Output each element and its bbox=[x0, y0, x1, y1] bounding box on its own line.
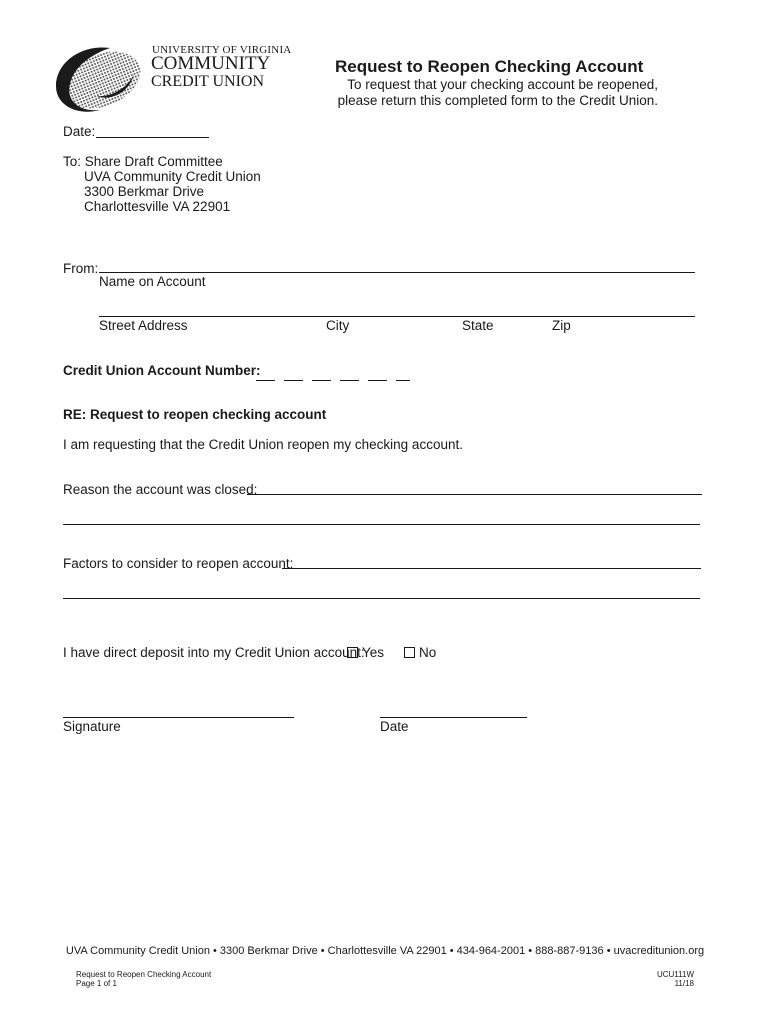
account-digit-blank[interactable] bbox=[284, 370, 303, 381]
signature-field[interactable] bbox=[63, 717, 294, 718]
from-label: From: bbox=[63, 261, 99, 276]
footer-form-code: UCU111W bbox=[656, 970, 694, 979]
logo-credit-union-text: CREDIT UNION bbox=[151, 73, 265, 90]
account-digit-blank[interactable] bbox=[256, 370, 275, 381]
factors-field-line-2[interactable] bbox=[63, 598, 700, 599]
account-digit-blank[interactable] bbox=[312, 370, 331, 381]
account-digit-blank[interactable] bbox=[396, 370, 410, 381]
footer-page-number: Page 1 of 1 bbox=[76, 979, 117, 988]
city-label: City bbox=[326, 318, 350, 333]
subtitle-line-2: please return this completed form to the Credit Union. bbox=[337, 93, 658, 108]
logo-swoosh-icon bbox=[52, 40, 148, 120]
account-digit-blank[interactable] bbox=[368, 370, 387, 381]
name-on-account-field[interactable] bbox=[99, 272, 695, 273]
re-line: RE: Request to reopen checking account bbox=[63, 407, 327, 422]
account-digit-blank[interactable] bbox=[340, 370, 359, 381]
account-number-field[interactable] bbox=[256, 366, 419, 384]
signature-date-label: Date bbox=[380, 719, 409, 734]
to-line-2: UVA Community Credit Union bbox=[84, 169, 261, 184]
reason-field-line-2[interactable] bbox=[63, 524, 700, 525]
state-label: State bbox=[462, 318, 494, 333]
logo-university-text: UNIVERSITY OF VIRGINIA bbox=[152, 44, 292, 56]
date-field[interactable] bbox=[96, 137, 209, 138]
account-number-label: Credit Union Account Number: bbox=[63, 363, 261, 378]
zip-label: Zip bbox=[552, 318, 571, 333]
factors-field-line-1[interactable] bbox=[282, 568, 701, 569]
signature-date-field[interactable] bbox=[380, 717, 527, 718]
yes-label: Yes bbox=[362, 645, 385, 660]
street-address-label: Street Address bbox=[99, 318, 188, 333]
logo-community-text: COMMUNITY bbox=[151, 53, 271, 74]
reason-label: Reason the account was closed: bbox=[63, 482, 258, 497]
footer-contact: UVA Community Credit Union • 3300 Berkmar Drive • Charlottesville VA 22901 • 434-964-2001 • 888-887-9136 • uvacreditunion.org bbox=[65, 945, 705, 957]
direct-deposit-no-option[interactable] bbox=[404, 645, 436, 660]
address-field[interactable] bbox=[99, 316, 695, 317]
no-checkbox[interactable] bbox=[404, 647, 415, 658]
to-line-1: To: Share Draft Committee bbox=[63, 154, 223, 169]
factors-label: Factors to consider to reopen account: bbox=[63, 556, 294, 571]
direct-deposit-label: I have direct deposit into my Credit Union account: bbox=[63, 645, 365, 660]
to-line-4: Charlottesville VA 22901 bbox=[84, 199, 231, 214]
signature-label: Signature bbox=[63, 719, 121, 734]
no-label: No bbox=[419, 645, 437, 660]
date-label: Date: bbox=[63, 124, 96, 139]
reason-field-line-1[interactable] bbox=[247, 494, 702, 495]
subtitle-line-1: To request that your checking account be reopened, bbox=[347, 77, 658, 92]
footer-revision: 11/18 bbox=[674, 979, 694, 988]
name-on-account-label: Name on Account bbox=[99, 274, 206, 289]
request-statement: I am requesting that the Credit Union reopen my checking account. bbox=[63, 437, 463, 452]
direct-deposit-yes-option[interactable] bbox=[347, 645, 384, 660]
footer-form-name: Request to Reopen Checking Account bbox=[76, 970, 212, 979]
page-title: Request to Reopen Checking Account bbox=[335, 57, 644, 76]
yes-checkbox[interactable] bbox=[347, 647, 358, 658]
to-line-3: 3300 Berkmar Drive bbox=[84, 184, 205, 199]
